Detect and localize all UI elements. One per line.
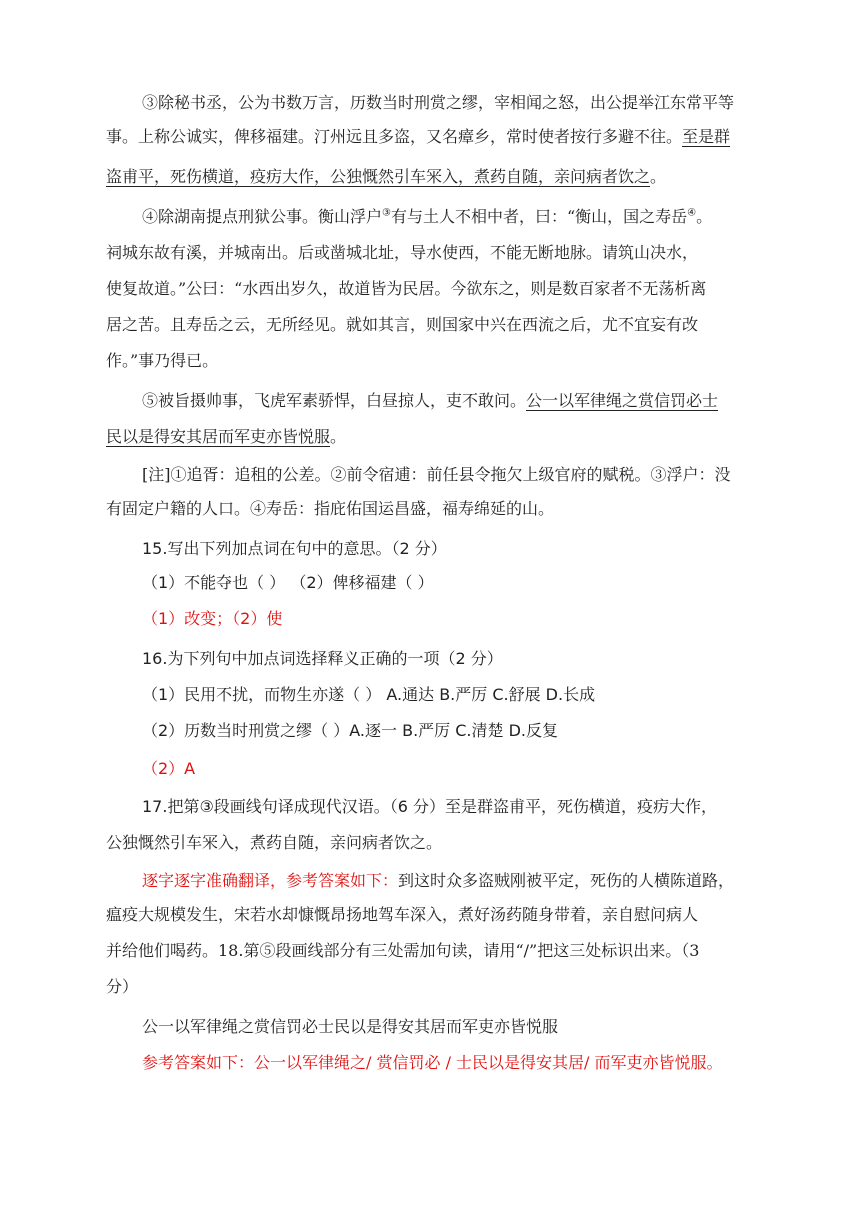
q15-answer: （1）改变；（2）使 <box>142 609 283 628</box>
para4-line3: 使复故道。”公曰：“水西出岁久，故道皆为民居。今欲东之，则是数百家者不无荡析离 <box>106 279 707 298</box>
q18-answer <box>142 1046 792 1080</box>
q16-item2: （2）历数当时刑赏之缪（ ）A.逐一 B.严厉 C.清楚 D.反复 <box>142 721 559 740</box>
q16-answer: （2）A <box>142 759 196 778</box>
footnote-ref-3: ③ <box>382 207 391 219</box>
para4-line1 <box>142 200 792 234</box>
q15-question: 15.写出下列加点词在句中的意思。（2 分） <box>142 539 447 558</box>
para4-line5: 作。”事乃得已。 <box>106 351 219 370</box>
q18-answer-label: 参考答案如下： <box>142 1053 255 1072</box>
para3-line2-text: 事。上称公诚实，俾移福建。汀州远且多盗，又名瘴乡，常时使者按行多避不往。 <box>106 127 683 146</box>
para5-underlined-sentence: 民以是得安其居而军吏亦皆悦服 <box>106 427 331 446</box>
para4-line4: 居之苦。且寿岳之云，无所经见。就如其言，则国家中兴在西流之后，尤不宜妄有改 <box>106 315 699 334</box>
q17-answer-label: 逐字逐字准确翻译，参考答案如下： <box>142 871 399 890</box>
q16-item1: （1）民用不扰，而物生亦遂（ ） A.通达 B.严厉 C.舒展 D.长成 <box>142 685 596 704</box>
para5-line2-end: 。 <box>330 427 347 446</box>
q17-answer-text1: 到这时众多盗贼刚被平定，死伤的人横陈道路， <box>398 871 735 890</box>
para4-line1c: 。 <box>696 207 713 226</box>
para4-line1b: 有与土人不相中者，曰：“衡山，国之寿岳 <box>390 207 688 226</box>
notes-line2: 有固定户籍的人口。④寿岳：指庇佑国运昌盛，福寿绵延的山。 <box>106 499 555 518</box>
para4-line1a: ④除湖南提点刑狱公事。衡山浮户 <box>142 207 383 226</box>
para5-line1 <box>142 384 792 418</box>
q17-answer-line4: 分） <box>106 977 139 996</box>
footnote-ref-4: ④ <box>687 207 697 219</box>
para3-line2 <box>106 120 756 154</box>
para3-line1: ③除秘书丞，公为书数万言，历数当时刑赏之缪，宰相闻之怒，出公提举江东常平等 <box>142 93 735 112</box>
para3-line3-end: 。 <box>650 167 667 186</box>
para3-line3 <box>106 160 756 194</box>
q17-answer-line3: 并给他们喝药。18.第⑤段画线部分有三处需加句读，请用“/”把这三处标识出来。（3 <box>106 941 700 960</box>
q15-items: （1）不能夺也（ ） （2）俾移福建（ ） <box>142 573 434 592</box>
para5-line2 <box>106 420 756 454</box>
para5-line1-text: ⑤被旨摄帅事，飞虎军素骄悍，白昼掠人，吏不敢问。 <box>142 391 527 410</box>
para4-line2: 祠城东故有溪，并城南出。后或凿城北址，导水使西，不能无断地脉。请筑山决水， <box>106 243 699 262</box>
q17-line2: 公独慨然引车冞入，煮药自随，亲问病者饮之。 <box>106 833 443 852</box>
q16-question: 16.为下列句中加点词选择释义正确的一项（2 分） <box>142 649 503 668</box>
q17-line1: 17.把第③段画线句译成现代汉语。（6 分）至是群盗甫平，死伤横道，疫疠大作， <box>142 797 718 816</box>
q17-answer-line1 <box>142 864 792 898</box>
para3-underlined-sentence: 盗甫平，死伤横道，疫疠大作，公独慨然引车冞入，煮药自随，亲问病者饮之 <box>106 167 651 186</box>
para3-underlined-start: 至是群 <box>682 127 731 146</box>
para5-underlined-start: 公一以军律绳之赏信罚必士 <box>526 391 719 410</box>
q18-answer-text: 公一以军律绳之/ 赏信罚必 / 士民以是得安其居/ 而军吏亦皆悦服。 <box>254 1053 723 1072</box>
q18-sentence: 公一以军律绳之赏信罚必士民以是得安其居而军吏亦皆悦服 <box>142 1017 559 1036</box>
q17-answer-line2: 瘟疫大规模发生，宋若水却慷慨昂扬地驾车深入，煮好汤药随身带着，亲自慰问病人 <box>106 905 699 924</box>
notes-line1: [注]①追胥：追租的公差。②前令宿逋：前任县令拖欠上级官府的赋税。③浮户：没 <box>142 465 731 484</box>
